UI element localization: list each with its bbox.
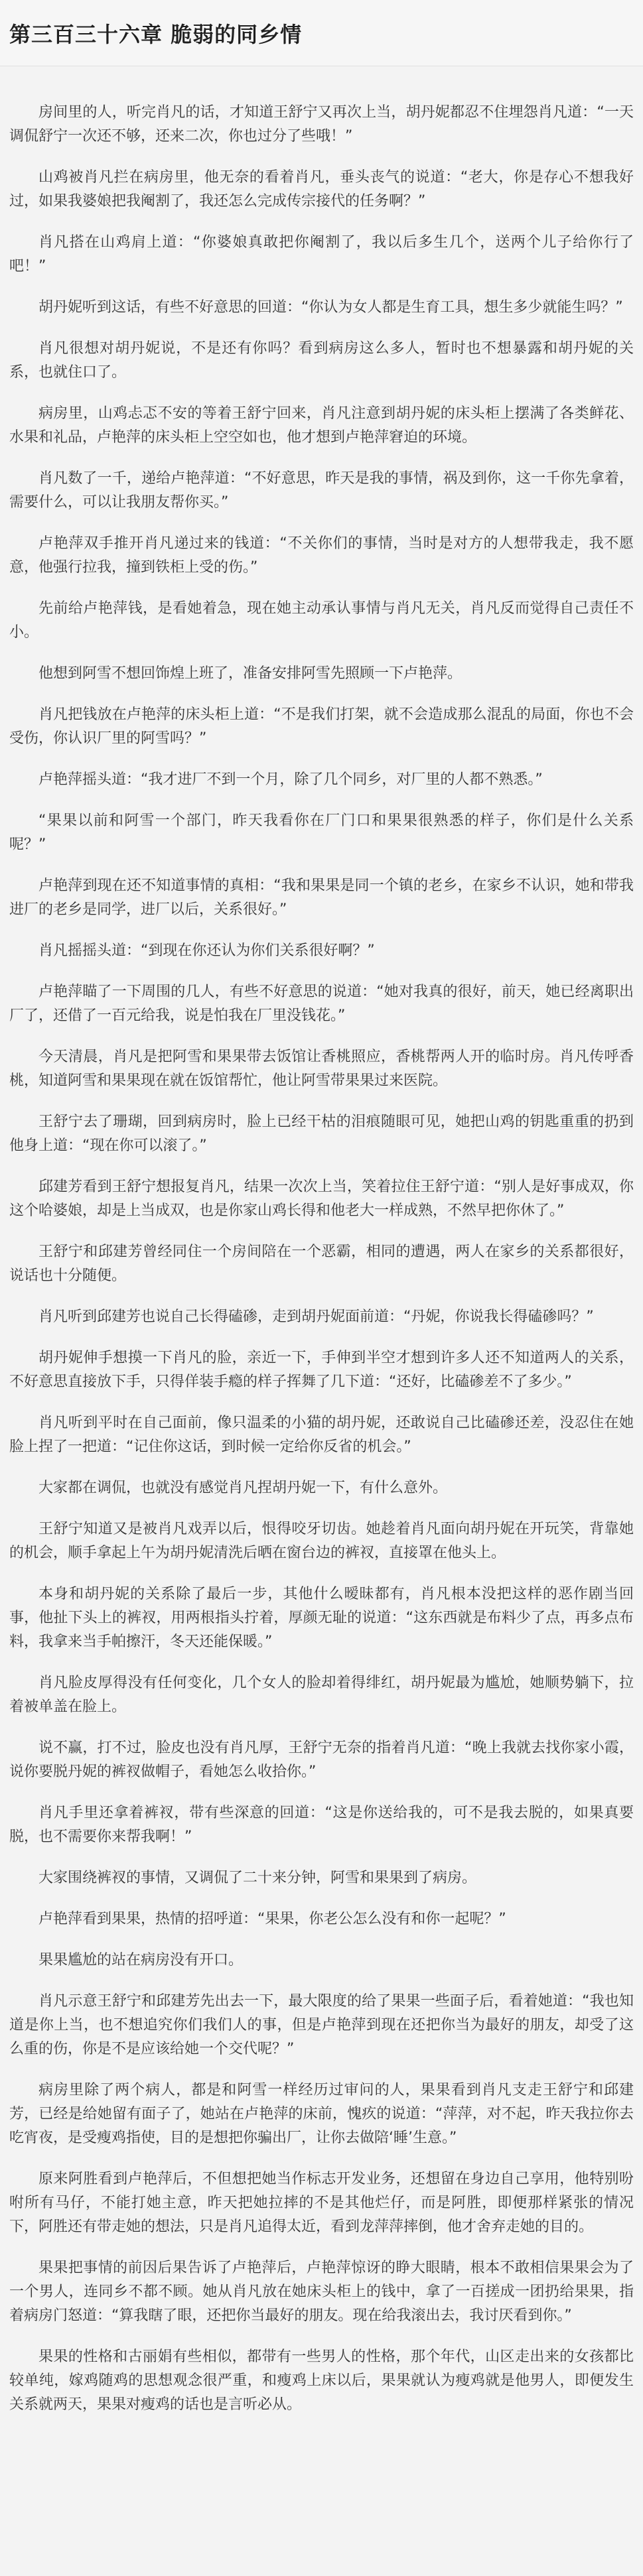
paragraph: 山鸡被肖凡拦在病房里，他无奈的看着肖凡，垂头丧气的说道：“老大，你是存心不想我好过，如果我婆娘把我阉割了，我还怎么完成传宗接代的任务啊？” — [9, 169, 634, 210]
paragraph: 肖凡数了一千，递给卢艳萍道：“不好意思，昨天是我的事情，祸及到你，这一千你先拿着，需要什么，可以让我朋友帮你买。” — [9, 470, 634, 511]
paragraph: 肖凡听到邱建芳也说自己长得磕碜，走到胡丹妮面前道：“丹妮，你说我长得磕碜吗？” — [38, 1309, 594, 1325]
paragraph: 果果尴尬的站在病房没有开口。 — [38, 1952, 244, 1968]
paragraph: 病房里，山鸡忐忑不安的等着王舒宁回来，肖凡注意到胡丹妮的床头柜上摆满了各类鲜花、水果和礼品，卢艳萍的床头柜上空空如也，他才想到卢艳萍窘迫的环境。 — [9, 405, 634, 446]
paragraph: 王舒宁去了珊瑚，回到病房时，脸上已经干枯的泪痕随眼可见，她把山鸡的钥匙重重的扔到他身上道：“现在你可以滚了。” — [9, 1114, 634, 1154]
paragraph: 胡丹妮听到这话，有些不好意思的回道：“你认为女人都是生育工具，想生多少就能生吗？” — [38, 299, 623, 316]
paragraph: 原来阿胜看到卢艳萍后，不但想把她当作标志开发业务，还想留在身边自己享用，他特别吩咐所有马仔，不能打她主意，昨天把她拉摔的不是其他烂仔，而是阿胜，即便那样紧张的情况下，阿胜还有带走她的想法，只是肖凡追得太近，看到龙萍萍摔倒，他才舍弃走她的目的。 — [9, 2171, 634, 2235]
paragraph: 肖凡示意王舒宁和邱建芳先出去一下，最大限度的给了果果一些面子后，看着她道：“我也知道是你上当，也不想追究你们我们人的事，但是卢艳萍到现在还把你当为最好的朋友，却受了这么重的伤，你是不是应该给她一个交代呢？” — [9, 1993, 634, 2057]
paragraph: 本身和胡丹妮的关系除了最后一步，其他什么暧昧都有，肖凡根本没把这样的恶作剧当回事，他扯下头上的裤衩，用两根指头拧着，厚颜无耻的说道：“这东西就是布料少了点，再多点布料，我拿来当手帕擦汗，冬天还能保暖。” — [9, 1586, 634, 1650]
paragraph: 果果的性格和古丽娟有些相似，都带有一些男人的性格，那个年代，山区走出来的女孩都比较单纯，嫁鸡随鸡的思想观念很严重，和瘦鸡上床以后，果果就认为瘦鸡就是他男人，即便发生关系就两天，果果对瘦鸡的话也是言听必从。 — [9, 2349, 634, 2413]
paragraph: 大家围绕裤衩的事情，又调侃了二十来分钟，阿雪和果果到了病房。 — [38, 1870, 477, 1886]
paragraph: 肖凡把钱放在卢艳萍的床头柜上道：“不是我们打架，就不会造成那么混乱的局面，你也不会受伤，你认识厂里的阿雪吗？” — [9, 706, 634, 747]
chapter-title: 第三百三十六章 脆弱的同乡情 — [9, 21, 303, 47]
paragraph: 肖凡很想对胡丹妮说，不是还有你吗？看到病房这么多人，暂时也不想暴露和胡丹妮的关系，也就住口了。 — [9, 340, 634, 381]
paragraph: 卢艳萍到现在还不知道事情的真相：“我和果果是同一个镇的老乡，在家乡不认识，她和带我进厂的老乡是同学，进厂以后，关系很好。” — [9, 877, 634, 918]
chapter-header — [0, 0, 643, 66]
paragraph: 邱建芳看到王舒宁想报复肖凡，结果一次次上当，笑着拉住王舒宁道：“别人是好事成双，你这个哈婆娘，却是上当成双，也是你家山鸡长得和他老大一样成熟，不然早把你休了。” — [9, 1179, 634, 1219]
paragraph: 他想到阿雪不想回饰煌上班了，准备安排阿雪先照顾一下卢艳萍。 — [38, 665, 463, 682]
paragraph: 肖凡脸皮厚得没有任何变化，几个女人的脸却着得绯红，胡丹妮最为尴尬，她顺势躺下，拉着被单盖在脸上。 — [9, 1675, 634, 1715]
paragraph: 肖凡搭在山鸡肩上道：“你婆娘真敢把你阉割了，我以后多生几个，送两个儿子给你行了吧！” — [9, 234, 634, 275]
paragraph: “果果以前和阿雪一个部门，昨天我看你在厂门口和果果很熟悉的样子，你们是什么关系呢？” — [9, 812, 634, 853]
paragraph: 房间里的人，听完肖凡的话，才知道王舒宁又再次上当，胡丹妮都忍不住埋怨肖凡道：“一天调侃舒宁一次还不够，还来二次，你也过分了些哦！” — [9, 104, 634, 145]
paragraph: 大家都在调侃，也就没有感觉肖凡捏胡丹妮一下，有什么意外。 — [38, 1480, 448, 1496]
paragraph: 肖凡摇摇头道：“到现在你还认为你们关系很好啊？” — [38, 942, 375, 959]
paragraph: 先前给卢艳萍钱，是看她着急，现在她主动承认事情与肖凡无关，肖凡反而觉得自己责任不小。 — [9, 600, 634, 641]
paragraph: 卢艳萍瞄了一下周围的几人，有些不好意思的说道：“她对我真的很好，前天，她已经离职出厂了，还借了一百元给我，说是怕我在厂里没钱花。” — [9, 984, 634, 1024]
paragraph: 卢艳萍摇头道：“我才进厂不到一个月，除了几个同乡，对厂里的人都不熟悉。” — [38, 771, 543, 788]
paragraph: 肖凡手里还拿着裤衩，带有些深意的回道：“这是你送给我的，可不是我去脱的，如果真要脱，也不需要你来帮我啊！” — [9, 1805, 634, 1845]
paragraph: 王舒宁和邱建芳曾经同住一个房间陪在一个恶霸，相同的遭遇，两人在家乡的关系都很好，说话也十分随便。 — [9, 1244, 634, 1284]
chapter-body — [0, 66, 643, 2417]
paragraph: 果果把事情的前因后果告诉了卢艳萍后，卢艳萍惊讶的睁大眼睛，根本不敢相信果果会为了一个男人，连同乡不都不顾。她从肖凡放在她床头柜上的钱中，拿了一百搓成一团扔给果果，指着病房门怒道：“算我瞎了眼，还把你当最好的朋友。现在给我滚出去，我讨厌看到你。” — [9, 2260, 634, 2324]
paragraph: 王舒宁知道又是被肖凡戏弄以后，恨得咬牙切齿。她趁着肖凡面向胡丹妮在开玩笑，背靠她的机会，顺手拿起上午为胡丹妮清洗后晒在窗台边的裤衩，直接罩在他头上。 — [9, 1521, 634, 1561]
paragraph: 卢艳萍看到果果，热情的招呼道：“果果，你老公怎么没有和你一起呢？” — [38, 1911, 506, 1927]
paragraph: 说不赢，打不过，脸皮也没有肖凡厚，王舒宁无奈的指着肖凡道：“晚上我就去找你家小霞，说你要脱丹妮的裤衩做帽子，看她怎么收拾你。” — [9, 1740, 634, 1780]
paragraph: 病房里除了两个病人，都是和阿雪一样经历过审问的人，果果看到肖凡支走王舒宁和邱建芳，已经是给她留有面子了，她站在卢艳萍的床前，愧疚的说道：“萍萍，对不起，昨天我拉你去吃宵夜，是受瘦鸡指使，目的是想把你骗出厂，让你去做陪‘睡’生意。” — [9, 2082, 634, 2146]
paragraph: 胡丹妮伸手想摸一下肖凡的脸，亲近一下，手伸到半空才想到许多人还不知道两人的关系，不好意思直接放下手，只得佯装手瘾的样子挥舞了几下道：“还好，比磕碜差不了多少。” — [9, 1350, 634, 1390]
paragraph: 肖凡听到平时在自己面前，像只温柔的小猫的胡丹妮，还敢说自己比磕碜还差，没忍住在她脸上捏了一把道：“记住你这话，到时候一定给你反省的机会。” — [9, 1415, 634, 1455]
paragraph: 今天清晨，肖凡是把阿雪和果果带去饭馆让香桃照应，香桃帮两人开的临时房。肖凡传呼香桃，知道阿雪和果果现在就在饭馆帮忙，他让阿雪带果果过来医院。 — [9, 1049, 634, 1089]
paragraph: 卢艳萍双手推开肖凡递过来的钱道：“不关你们的事情，当时是对方的人想带我走，我不愿意，他强行拉我，撞到铁柜上受的伤。” — [9, 535, 634, 576]
